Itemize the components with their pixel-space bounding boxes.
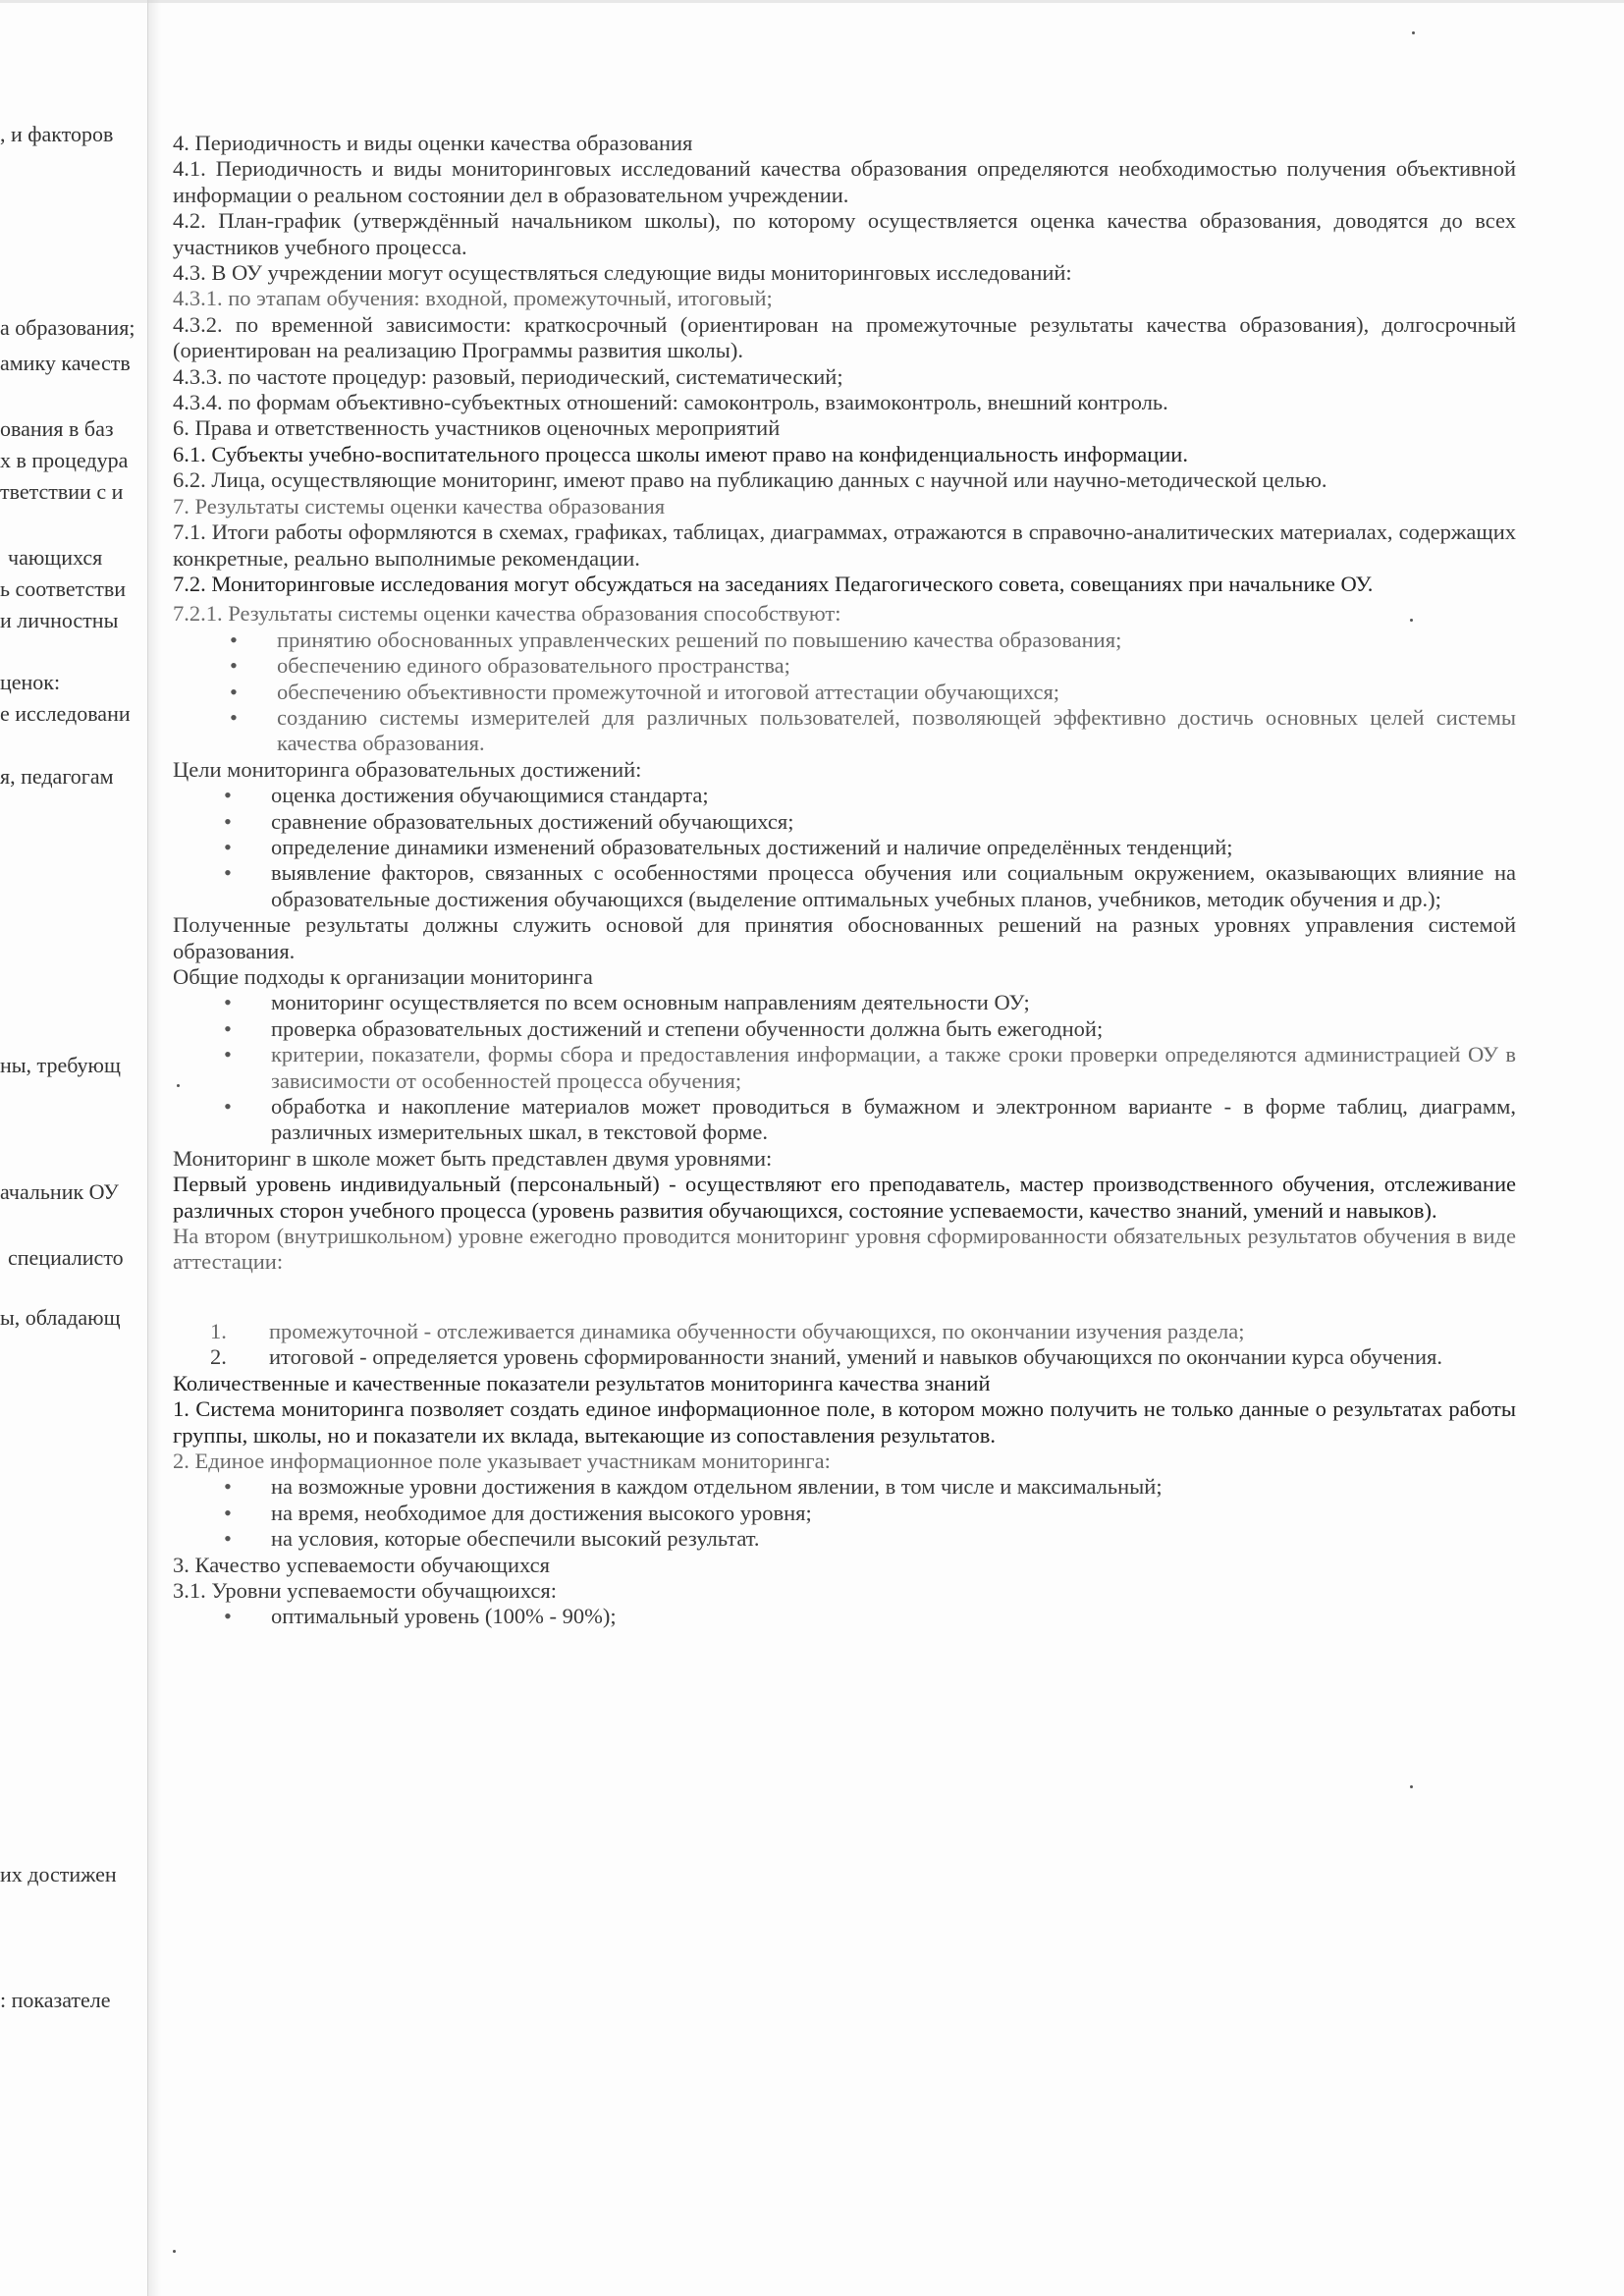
list-number: 2. xyxy=(210,1344,227,1370)
list-item: • мониторинг осуществляется по всем основным направлениям деятельности ОУ; xyxy=(271,990,1516,1015)
indicators-p3-1: 3.1. Уровни успеваемости обучащюихся: xyxy=(173,1577,558,1603)
indicators-title: Количественные и качественные показатели результатов мониторинга качества знаний xyxy=(173,1370,991,1395)
fragment-line: чающихся xyxy=(8,545,103,570)
section-6-title: 6. Права и ответственность участников оценочных мероприятий xyxy=(173,415,781,441)
approaches-list xyxy=(173,990,1516,1145)
scan-speck xyxy=(1410,1785,1413,1788)
goals-title: Цели мониторинга образовательных достижений: xyxy=(173,756,642,782)
fragment-line: а образования; xyxy=(0,315,135,340)
paragraph-4-3-4: 4.3.4. по формам объективно-субъектных отношений: самоконтроль, взаимоконтроль, внешний контроль. xyxy=(173,390,1168,415)
list-item: • оптимальный уровень (100% - 90%); xyxy=(271,1604,1516,1629)
fragment-line: х в процедура xyxy=(0,448,129,472)
indicators-list xyxy=(173,1474,1516,1552)
levels-first: Первый уровень индивидуальный (персональный) - осуществляют его преподаватель, мастер производственного обучения, отслеживание различных сторон учебного процесса (уровень развития обучающихся, состояние успеваемости, качество знаний, умений и навыков). xyxy=(173,1172,1516,1223)
fragment-line: е исследовани xyxy=(0,701,131,726)
approaches-title: Общие подходы к организации мониторинга xyxy=(173,964,593,989)
goals-result: Полученные результаты должны служить основой для принятия обоснованных решений на разных уровнях управления системой образования. xyxy=(173,912,1516,963)
fragment-line: и личностны xyxy=(0,608,119,632)
paragraph-6-1: 6.1. Субъекты учебно-воспитательного процесса школы имеют право на конфиденциальность информации. xyxy=(173,441,1188,466)
fragment-line: я, педагогам xyxy=(0,764,114,789)
fragment-line: : показателе xyxy=(0,1988,111,2012)
list-item: • обеспечению объективности промежуточной и итоговой аттестации обучающихся; xyxy=(277,680,1516,705)
fragment-line: тветствии с и xyxy=(0,479,124,504)
fragment-line: ы, обладающ xyxy=(0,1305,121,1330)
fragment-line: ования в баз xyxy=(0,416,114,441)
achievement-levels-list xyxy=(173,1604,1516,1629)
fragment-line: амику качеств xyxy=(0,351,131,375)
scan-speck xyxy=(1410,619,1413,622)
paragraph-7-2: 7.2. Мониторинговые исследования могут обсуждаться на заседаниях Педагогического совета, совещаниях при начальнике ОУ. xyxy=(173,571,1374,596)
list-text: итоговой - определяется уровень сформированности знаний, умений и навыков обучающихся по окончании курса обучения. xyxy=(269,1344,1442,1370)
list-item: • принятию обоснованных управленческих решений по повышению качества образования; xyxy=(277,628,1516,653)
list-number: 1. xyxy=(210,1318,227,1343)
list-item: • на время, необходимое для достижения высокого уровня; xyxy=(271,1501,1516,1526)
paragraph-7-2-1: 7.2.1. Результаты системы оценки качества образования способствуют: xyxy=(173,601,841,627)
page-fold-shadow xyxy=(147,0,161,2296)
paragraph-6-2: 6.2. Лица, осуществляющие мониторинг, имеют право на публикацию данных с научной или научно-методической целью. xyxy=(173,467,1327,493)
goals-list xyxy=(173,783,1516,912)
list-item: • критерии, показатели, формы сбора и предоставления информации, а также сроки проверки определяются администрацией ОУ в зависимости от особенностей процесса обучения; xyxy=(271,1042,1516,1094)
scan-speck xyxy=(1412,31,1415,34)
list-item: • выявление факторов, связанных с особенностями процесса обучения или социальным окружением, оказывающих влияние на образовательные достижения обучающихся (выделение оптимальных учебных планов, учебников, методик обучения и др.); xyxy=(271,860,1516,912)
levels-list xyxy=(173,1319,1516,1371)
paragraph-4-3: 4.3. В ОУ учреждении могут осуществляться следующие виды мониторинговых исследований: xyxy=(173,260,1072,286)
fragment-line: ачальник ОУ xyxy=(0,1179,119,1204)
fragment-line: , и факторов xyxy=(0,122,114,146)
list-item: • оценка достижения обучающимися стандарта; xyxy=(271,783,1516,808)
paragraph-4-3-1: 4.3.1. по этапам обучения: входной, промежуточный, итоговый; xyxy=(173,286,773,311)
list-text: промежуточной - отслеживается динамика обученности обучающихся, по окончании изучения раздела; xyxy=(269,1318,1245,1343)
list-item: • проверка образовательных достижений и степени обученности должна быть ежегодной; xyxy=(271,1016,1516,1042)
indicators-p2: 2. Единое информационное поле указывает участникам мониторинга: xyxy=(173,1448,831,1473)
indicators-p3: 3. Качество успеваемости обучающихся xyxy=(173,1552,550,1577)
list-item: • обеспечению единого образовательного пространства; xyxy=(277,653,1516,679)
fragment-line: специалисто xyxy=(8,1245,124,1270)
document-body xyxy=(173,131,1516,1630)
previous-page-fragment xyxy=(0,0,155,2296)
list-item xyxy=(210,1344,1516,1370)
list-item: • на возможные уровни достижения в каждом отдельном явлении, в том числе и максимальный; xyxy=(271,1474,1516,1500)
list-item: • сравнение образовательных достижений обучающихся; xyxy=(271,809,1516,835)
list-item xyxy=(210,1318,1516,1344)
list-item: • созданию системы измерителей для различных пользователей, позволяющей эффективно достичь основных целей системы качества образования. xyxy=(277,705,1516,757)
results-list xyxy=(173,628,1516,757)
scan-speck xyxy=(177,1084,180,1087)
paragraph-4-3-2: 4.3.2. по временной зависимости: краткосрочный (ориентирован на промежуточные результаты качества образования), долгосрочный (ориентирован на реализацию Программы развития школы). xyxy=(173,311,1516,363)
list-item: • на условия, которые обеспечили высокий результат. xyxy=(271,1526,1516,1552)
levels-title: Мониторинг в школе может быть представлен двумя уровнями: xyxy=(173,1145,773,1171)
section-4-title: 4. Периодичность и виды оценки качества образования xyxy=(173,131,693,155)
fragment-line: ь соответстви xyxy=(0,576,127,601)
list-item: • обработка и накопление материалов может проводиться в бумажном и электронном варианте - в форме таблиц, диаграмм, различных измерительных шкал, в текстовой форме. xyxy=(271,1094,1516,1146)
paragraph-7-1: 7.1. Итоги работы оформляются в схемах, графиках, таблицах, диаграммах, отражаются в справочно-аналитических материалах, содержащих конкретные, реально выполнимые рекомендации. xyxy=(173,519,1516,571)
fragment-line: ны, требующ xyxy=(0,1053,121,1077)
paragraph-4-1: 4.1. Периодичность и виды мониторинговых исследований качества образования определяются необходимостью получения объективной информации о реальном состоянии дел в образовательном учреждении. xyxy=(173,156,1516,207)
scan-speck xyxy=(173,2250,176,2253)
page-edge-line xyxy=(147,0,148,2296)
levels-second: На втором (внутришкольном) уровне ежегодно проводится мониторинг уровня сформированности обязательных результатов обучения в виде аттестации: xyxy=(173,1224,1516,1275)
fragment-line: ценок: xyxy=(0,670,61,694)
fragment-line: их достижен xyxy=(0,1862,117,1886)
scan-top-edge xyxy=(0,0,1624,3)
section-7-title: 7. Результаты системы оценки качества образования xyxy=(173,493,666,519)
indicators-p1: 1. Система мониторинга позволяет создать единое информационное поле, в котором можно получить не только данные о результатах работы группы, школы, но и показатели их вклада, вытекающие из сопоставления результатов. xyxy=(173,1396,1516,1448)
list-item: • определение динамики изменений образовательных достижений и наличие определённых тенденций; xyxy=(271,835,1516,860)
paragraph-4-3-3: 4.3.3. по частоте процедур: разовый, периодический, систематический; xyxy=(173,363,843,389)
paragraph-4-2: 4.2. План-график (утверждённый начальником школы), по которому осуществляется оценка качества образования, доводятся до всех участников учебного процесса. xyxy=(173,208,1516,259)
